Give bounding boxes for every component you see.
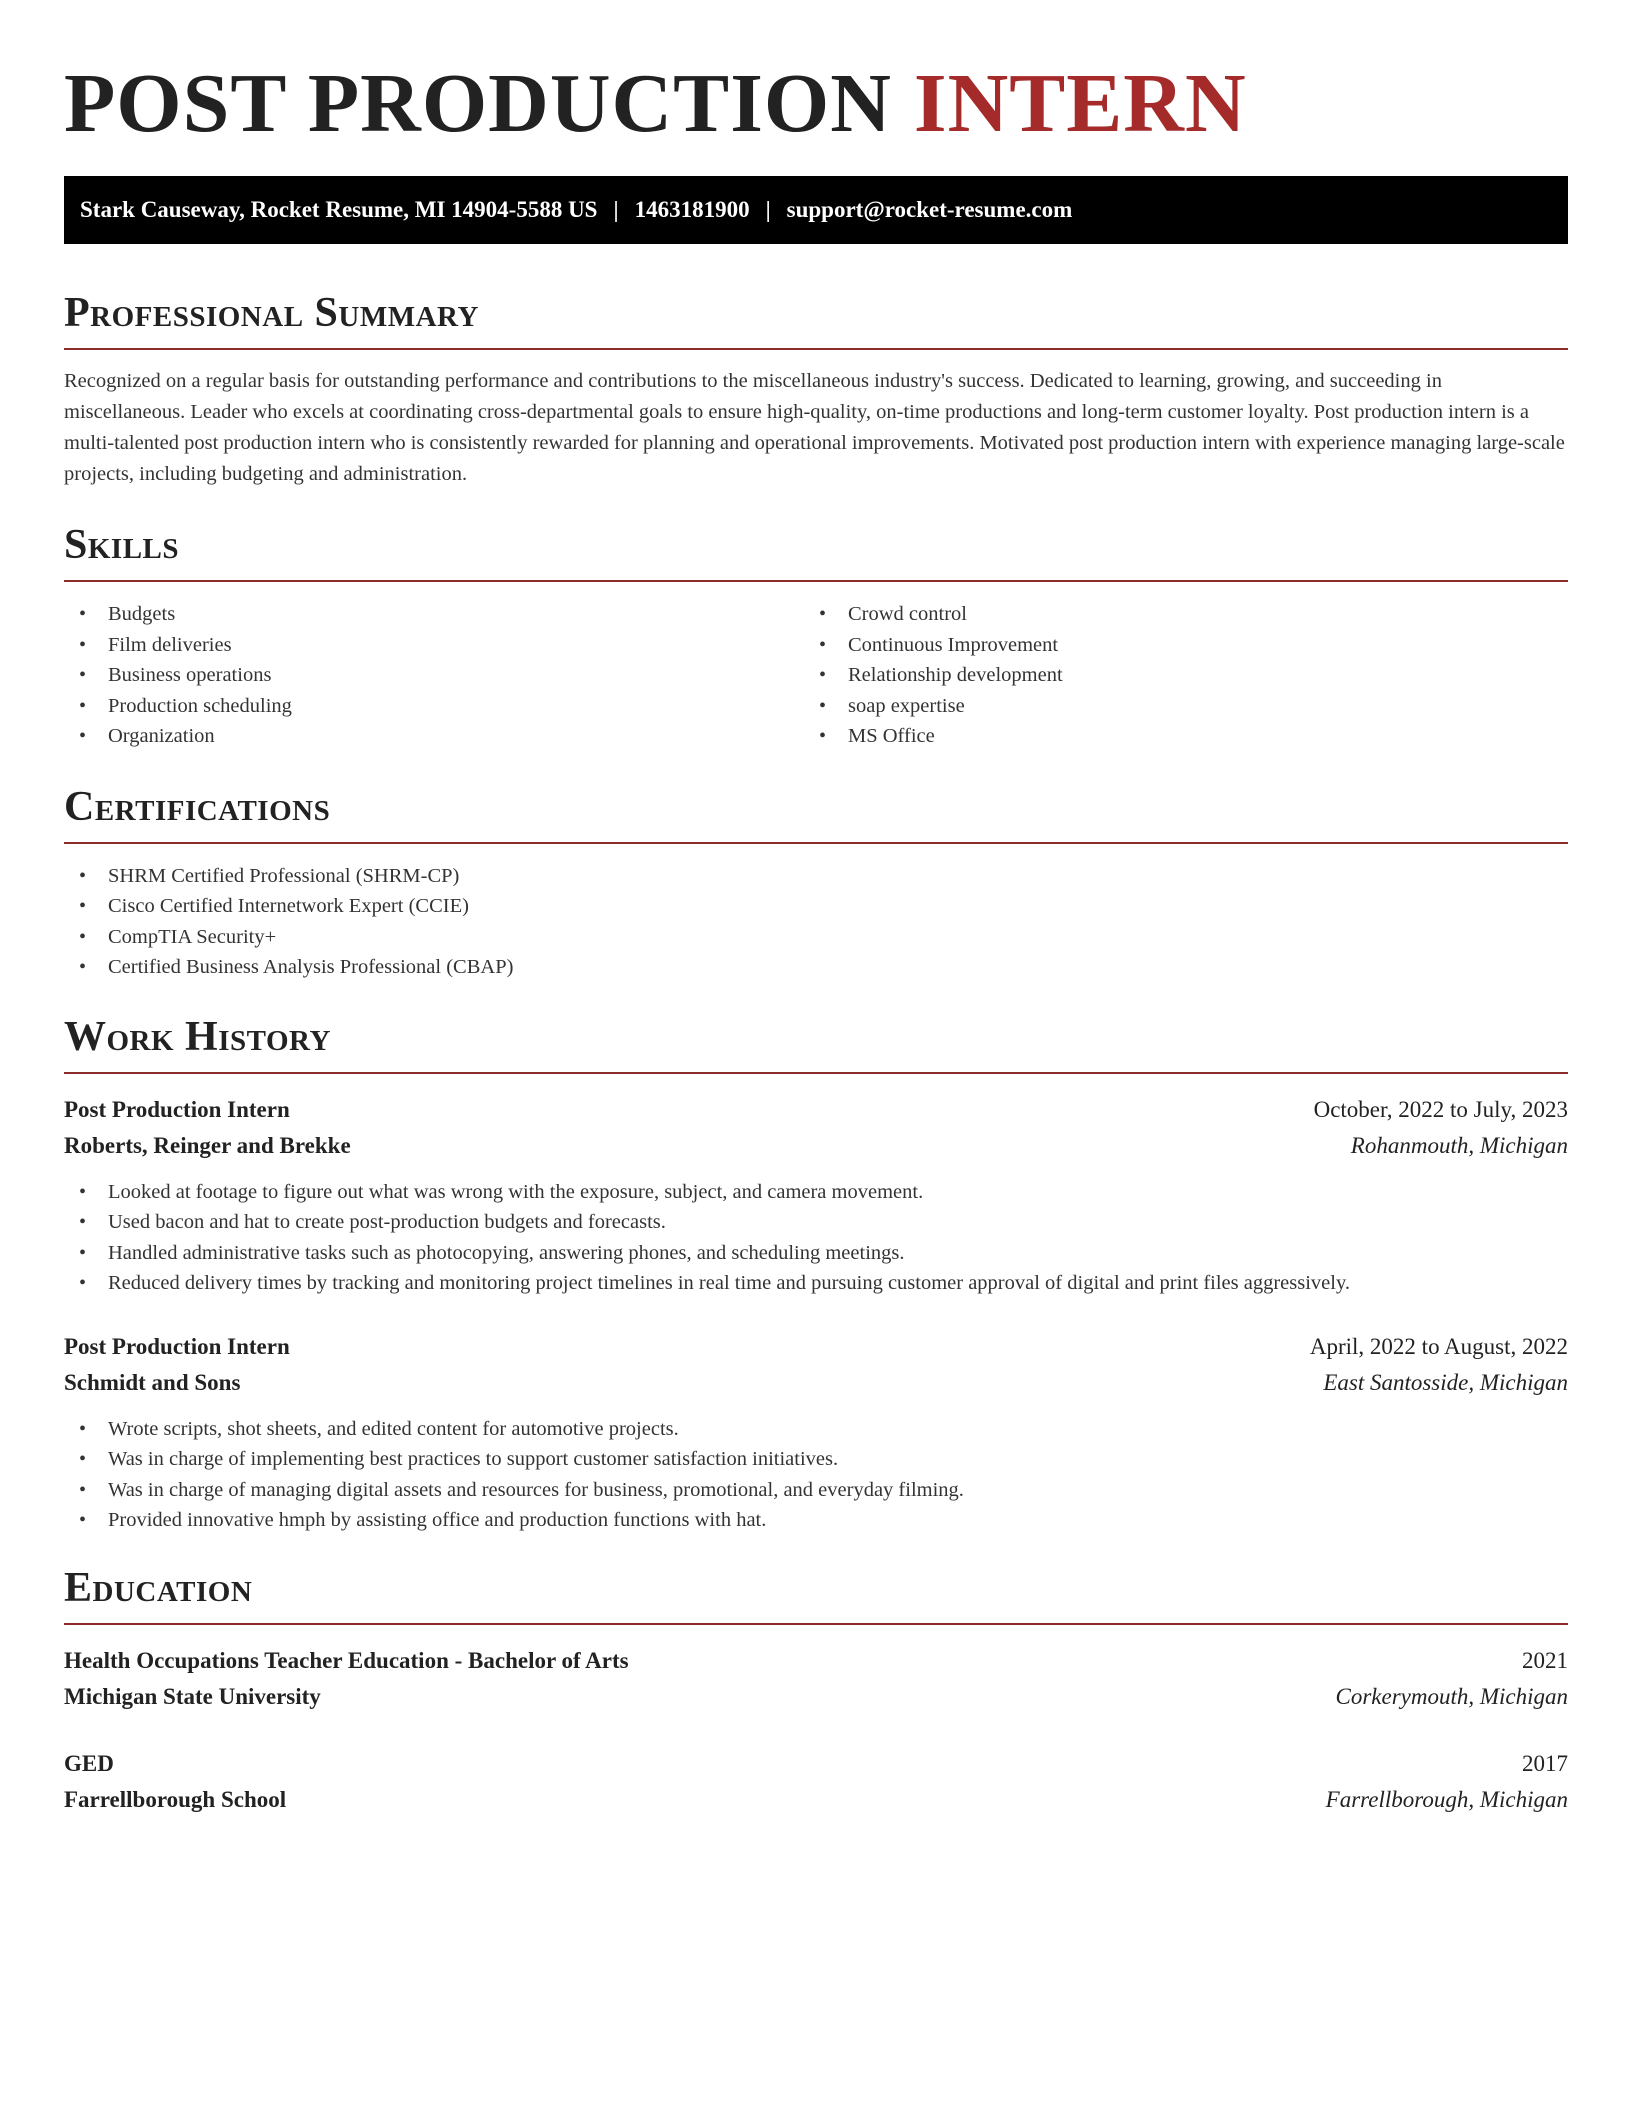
job-duty: • Reduced delivery times by tracking and monitoring project timelines in real time and pursuing customer approval of digital and print files aggressively. bbox=[64, 1268, 1568, 1299]
contact-phone[interactable]: 1463181900 bbox=[634, 197, 750, 222]
skill-item: • Film deliveries bbox=[64, 630, 804, 661]
job-duty: • Was in charge of implementing best practices to support customer satisfaction initiatives. bbox=[64, 1444, 1568, 1475]
job-company: Roberts, Reinger and Brekke bbox=[64, 1132, 351, 1158]
education-school: Michigan State University bbox=[64, 1683, 321, 1709]
section-title-work-history: Work History bbox=[64, 1013, 331, 1060]
job-header-row bbox=[64, 1329, 1568, 1365]
section-divider bbox=[64, 1072, 1568, 1074]
contact-bar bbox=[64, 176, 1568, 244]
skill-item: • Organization bbox=[64, 721, 804, 752]
education-entry bbox=[64, 1643, 1568, 1715]
job-location: East Santosside, Michigan bbox=[1323, 1369, 1568, 1395]
education-degree: Health Occupations Teacher Education - Bachelor of Arts bbox=[64, 1647, 629, 1673]
education-location: Corkerymouth, Michigan bbox=[1335, 1683, 1568, 1709]
job-duty: • Handled administrative tasks such as photocopying, answering phones, and scheduling meetings. bbox=[64, 1238, 1568, 1269]
section-title-summary: Professional Summary bbox=[64, 290, 479, 336]
job-title: Post Production Intern bbox=[64, 1333, 290, 1359]
contact-separator: | bbox=[613, 197, 619, 222]
job-duty: • Looked at footage to figure out what was wrong with the exposure, subject, and camera movement. bbox=[64, 1177, 1568, 1208]
summary-section bbox=[64, 289, 1568, 490]
education-year: 2021 bbox=[1522, 1647, 1568, 1673]
skill-item: • Production scheduling bbox=[64, 691, 804, 722]
certification-item: • Cisco Certified Internetwork Expert (CCIE) bbox=[64, 891, 1568, 922]
skills-section bbox=[64, 521, 1568, 752]
section-divider bbox=[64, 580, 1568, 582]
skill-item: • Crowd control bbox=[804, 599, 1544, 630]
job-entry bbox=[64, 1092, 1568, 1299]
contact-address: Stark Causeway, Rocket Resume, MI 14904-5588 US bbox=[80, 197, 598, 222]
job-header-row bbox=[64, 1092, 1568, 1128]
section-divider bbox=[64, 348, 1568, 350]
job-duty: • Provided innovative hmph by assisting office and production functions with hat. bbox=[64, 1505, 1568, 1536]
skills-list-right bbox=[804, 599, 1544, 752]
certification-item: • CompTIA Security+ bbox=[64, 922, 1568, 953]
skill-item: • Continuous Improvement bbox=[804, 630, 1544, 661]
education-entry bbox=[64, 1746, 1568, 1818]
job-duty: • Used bacon and hat to create post-production budgets and forecasts. bbox=[64, 1207, 1568, 1238]
job-dates: April, 2022 to August, 2022 bbox=[1309, 1333, 1568, 1359]
skill-item: • Budgets bbox=[64, 599, 804, 630]
education-school-row bbox=[64, 1782, 1568, 1818]
skill-item: • MS Office bbox=[804, 721, 1544, 752]
name-main: POST PRODUCTION bbox=[64, 57, 892, 150]
certification-item: • SHRM Certified Professional (SHRM-CP) bbox=[64, 861, 1568, 892]
education-location: Farrellborough, Michigan bbox=[1325, 1786, 1568, 1812]
resume-page bbox=[64, 0, 1568, 1818]
certifications-section bbox=[64, 783, 1568, 983]
education-school: Farrellborough School bbox=[64, 1786, 287, 1812]
name-accent: INTERN bbox=[913, 57, 1247, 150]
section-title-education: Education bbox=[64, 1564, 253, 1611]
work-history-section bbox=[64, 1013, 1568, 1536]
section-title-certifications: Certifications bbox=[64, 783, 331, 830]
job-duty: • Was in charge of managing digital assets and resources for business, promotional, and everyday filming. bbox=[64, 1475, 1568, 1506]
skill-item: • soap expertise bbox=[804, 691, 1544, 722]
skills-list-left bbox=[64, 599, 804, 752]
resume-name-heading bbox=[64, 56, 1568, 152]
education-year: 2017 bbox=[1522, 1750, 1568, 1776]
job-location: Rohanmouth, Michigan bbox=[1350, 1132, 1568, 1158]
job-company-row bbox=[64, 1128, 1568, 1164]
education-section bbox=[64, 1564, 1568, 1818]
job-entry bbox=[64, 1329, 1568, 1536]
education-degree-row bbox=[64, 1746, 1568, 1782]
skill-item: • Business operations bbox=[64, 660, 804, 691]
job-company: Schmidt and Sons bbox=[64, 1369, 241, 1395]
contact-email[interactable]: support@rocket-resume.com bbox=[786, 197, 1073, 222]
skill-item: • Relationship development bbox=[804, 660, 1544, 691]
education-degree: GED bbox=[64, 1750, 114, 1776]
certification-item: • Certified Business Analysis Professional (CBAP) bbox=[64, 952, 1568, 983]
job-duty: • Wrote scripts, shot sheets, and edited content for automotive projects. bbox=[64, 1414, 1568, 1445]
job-duties-list bbox=[64, 1414, 1568, 1536]
education-degree-row bbox=[64, 1643, 1568, 1679]
certifications-list bbox=[64, 861, 1568, 983]
section-divider bbox=[64, 842, 1568, 844]
education-school-row bbox=[64, 1679, 1568, 1715]
contact-separator: | bbox=[765, 197, 771, 222]
summary-text: Recognized on a regular basis for outstanding performance and contributions to the miscellaneous industry's success. Dedicated to learning, growing, and succeeding in miscellaneous. Leader who excels at coordinating cross-departmental goals to ensure high-quality, on-time productions and long-term customer loyalty. Post production intern is a multi-talented post production intern who is consistently rewarded for planning and operational improvements. Motivated post production intern with experience managing large-scale projects, including budgeting and administration. bbox=[64, 370, 1565, 485]
job-dates: October, 2022 to July, 2023 bbox=[1313, 1096, 1568, 1122]
section-divider bbox=[64, 1623, 1568, 1625]
section-title-skills: Skills bbox=[64, 522, 180, 568]
job-duties-list bbox=[64, 1177, 1568, 1299]
skills-columns bbox=[64, 599, 1568, 752]
job-title: Post Production Intern bbox=[64, 1096, 290, 1122]
job-company-row bbox=[64, 1365, 1568, 1401]
